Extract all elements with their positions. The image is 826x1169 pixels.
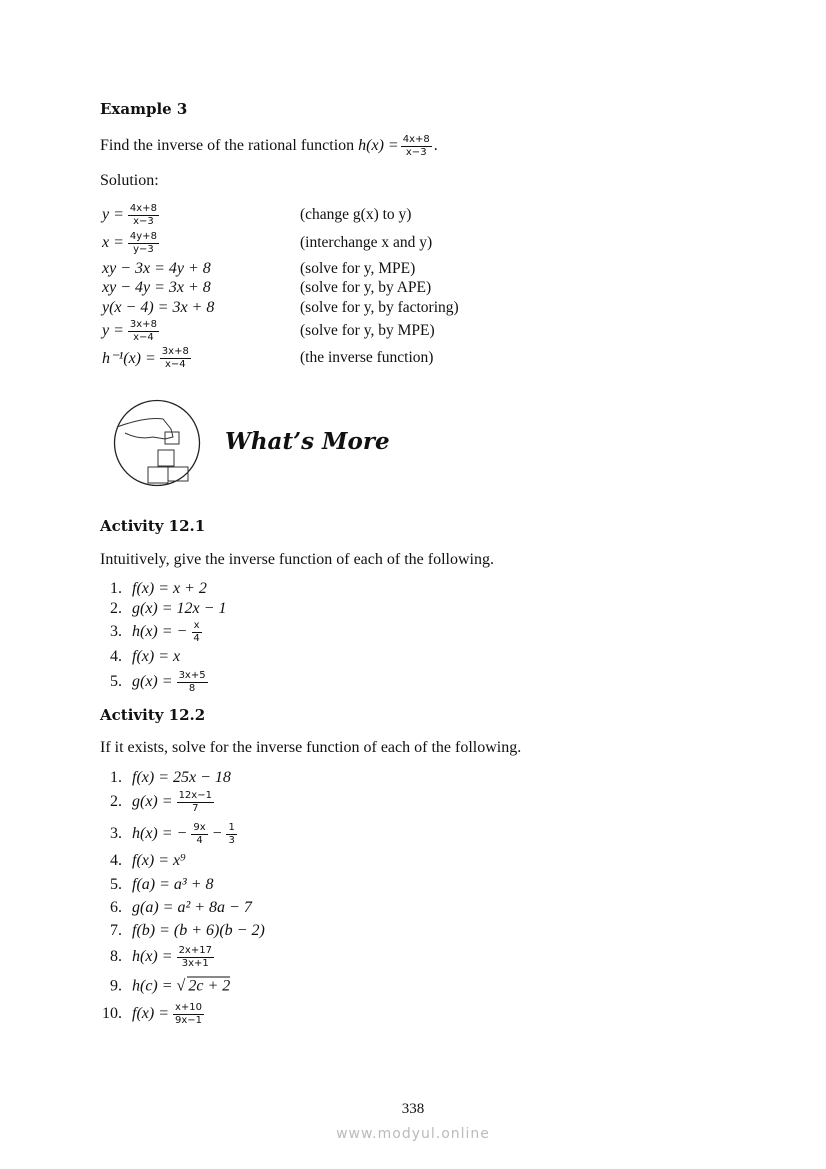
watermark: www.modyul.online — [336, 1126, 490, 1142]
item-number: 6. — [110, 899, 122, 916]
denominator: 8 — [188, 682, 196, 694]
solution-step — [100, 299, 216, 317]
item-number: 2. — [110, 600, 122, 617]
math-text: h⁻¹(x) = — [102, 350, 156, 367]
list-item — [82, 876, 216, 894]
list-item — [82, 822, 239, 846]
math-text: xy − 3x = 4y + 8 — [102, 260, 211, 277]
list-item — [82, 977, 230, 996]
item-number: 5. — [110, 876, 122, 893]
item-number: 3. — [110, 623, 122, 640]
page-number: 338 — [401, 1101, 425, 1117]
activity-12-2-title: Activity 12.2 — [100, 706, 206, 724]
math-text: f(x) = x⁹ — [132, 852, 186, 869]
step-comment: (interchange x and y) — [300, 234, 433, 251]
step-comment: (change g(x) to y) — [300, 206, 412, 223]
fraction — [191, 620, 201, 644]
prompt-function: h(x) = — [358, 137, 399, 154]
list-item — [82, 945, 216, 969]
solution-step — [100, 260, 213, 278]
solution-label: Solution: — [100, 172, 159, 189]
denominator: 3 — [228, 834, 235, 846]
math-text: g(x) = 12x − 1 — [132, 600, 227, 617]
list-item — [82, 790, 216, 814]
fraction — [128, 203, 159, 227]
math-text: f(x) = — [132, 1005, 169, 1022]
item-number: 3. — [110, 825, 122, 842]
solution-step — [100, 279, 213, 297]
math-text: h(c) = √ — [132, 977, 186, 994]
denominator: 4 — [196, 834, 203, 846]
step-comment: (solve for y, MPE) — [300, 260, 416, 277]
math-text: g(x) = — [132, 673, 173, 690]
math-text: x = — [102, 234, 124, 251]
fraction — [177, 945, 214, 969]
radicand: 2c + 2 — [188, 977, 231, 995]
numerator: 12x−1 — [178, 790, 212, 801]
math-text: y(x − 4) = 3x + 8 — [102, 299, 215, 316]
math-text: h(x) = − — [132, 623, 188, 640]
math-text: f(a) = a³ + 8 — [132, 876, 214, 893]
example-prompt — [100, 134, 438, 158]
step-comment: (solve for y, by APE) — [300, 279, 432, 296]
denominator: x−3 — [133, 215, 154, 227]
list-item — [82, 670, 210, 694]
item-number: 2. — [110, 793, 122, 810]
math-text: f(x) = x + 2 — [132, 580, 207, 597]
solution-step — [100, 346, 193, 370]
item-number: 10. — [102, 1005, 122, 1022]
denominator: y−3 — [133, 243, 154, 255]
denominator: x−4 — [164, 358, 186, 370]
numerator: 4x+8 — [402, 134, 430, 145]
fraction — [177, 670, 208, 694]
denominator: 9x−1 — [175, 1014, 203, 1026]
denominator: 3x+1 — [181, 957, 209, 969]
math-text: − — [211, 825, 223, 842]
denominator: 7 — [192, 802, 199, 814]
activity-12-2-intro: If it exists, solve for the inverse function of each of the following. — [100, 739, 522, 756]
step-comment: (solve for y, by factoring) — [300, 299, 459, 316]
list-item — [82, 648, 182, 666]
activity-12-1-intro: Intuitively, give the inverse function of each of the following. — [100, 551, 494, 568]
section-title: What’s More — [225, 428, 390, 455]
numerator: 3x+8 — [161, 346, 189, 357]
fraction — [128, 231, 159, 255]
example-title: Example 3 — [100, 100, 188, 118]
math-text: g(a) = a² + 8a − 7 — [132, 899, 252, 916]
numerator: 4x+8 — [129, 203, 157, 214]
list-item — [82, 620, 204, 644]
list-item — [82, 769, 233, 787]
list-item — [82, 852, 188, 870]
numerator: x+10 — [175, 1002, 203, 1013]
item-number: 9. — [110, 977, 122, 994]
item-number: 1. — [110, 769, 122, 786]
prompt-text: Find the inverse of the rational function — [100, 137, 355, 154]
math-text: h(x) = − — [132, 825, 188, 842]
fraction — [401, 134, 432, 158]
numerator: 1 — [228, 822, 235, 833]
list-item — [82, 899, 254, 917]
list-item — [82, 1002, 206, 1026]
math-text: f(x) = 25x − 18 — [132, 769, 231, 786]
item-number: 1. — [110, 580, 122, 597]
numerator: x — [193, 620, 200, 631]
denominator: x−4 — [133, 331, 154, 343]
list-item — [82, 600, 228, 618]
denominator: x−3 — [405, 146, 427, 158]
fraction — [226, 822, 236, 846]
activity-12-1-title: Activity 12.1 — [100, 517, 206, 535]
item-number: 4. — [110, 852, 122, 869]
denominator: 4 — [193, 632, 200, 644]
item-number: 8. — [110, 948, 122, 965]
math-text: xy − 4y = 3x + 8 — [102, 279, 211, 296]
period: . — [433, 137, 438, 154]
numerator: 4y+8 — [129, 231, 157, 242]
list-item — [82, 580, 209, 598]
item-number: 5. — [110, 673, 122, 690]
math-text: y = — [102, 206, 124, 223]
numerator: 2x+17 — [178, 945, 212, 956]
item-number: 4. — [110, 648, 122, 665]
fraction — [177, 790, 214, 814]
math-text: f(b) = (b + 6)(b − 2) — [132, 922, 265, 939]
fraction — [173, 1002, 204, 1026]
step-comment: (solve for y, by MPE) — [300, 322, 435, 339]
math-text: y = — [102, 322, 124, 339]
math-text: h(x) = — [132, 948, 173, 965]
solution-step — [100, 231, 161, 255]
item-number: 7. — [110, 922, 122, 939]
solution-step — [100, 203, 161, 227]
math-text: g(x) = — [132, 793, 173, 810]
hand-stacking-blocks-icon — [113, 399, 201, 487]
fraction — [191, 822, 207, 846]
solution-step — [100, 319, 161, 343]
numerator: 9x — [193, 822, 206, 833]
step-comment: (the inverse function) — [300, 349, 434, 366]
math-text: f(x) = x — [132, 648, 181, 665]
list-item — [82, 922, 267, 940]
numerator: 3x+8 — [129, 319, 157, 330]
numerator: 3x+5 — [178, 670, 206, 681]
fraction — [160, 346, 191, 370]
fraction — [128, 319, 159, 343]
